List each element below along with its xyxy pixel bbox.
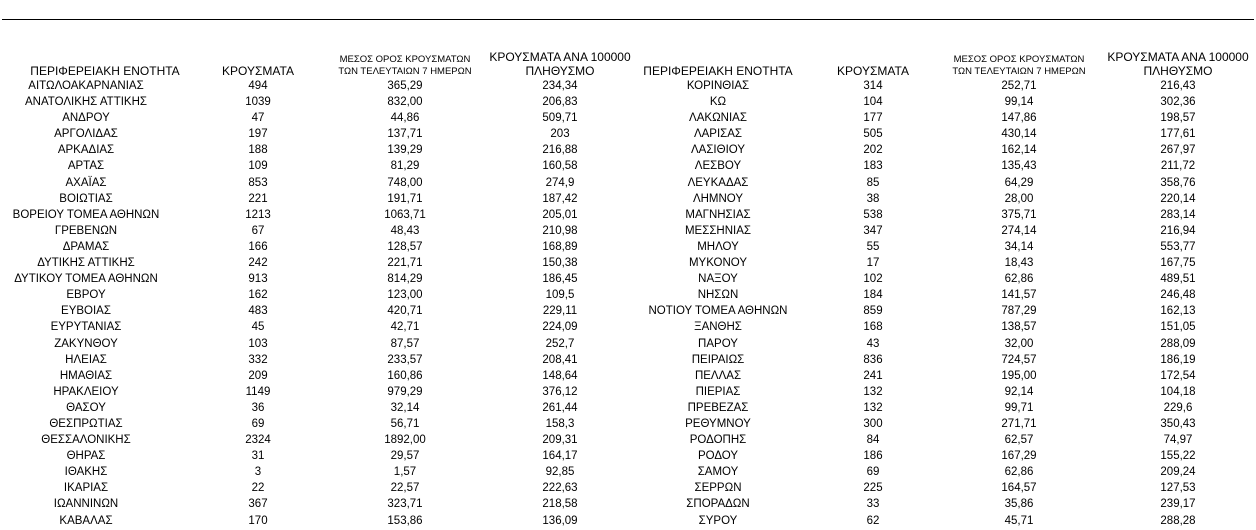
cases-cell: 17 xyxy=(866,257,880,270)
avg7-cell: 252,71 xyxy=(1001,80,1037,92)
rate-cell: 167,75 xyxy=(1160,257,1196,270)
cases-cell: 1149 xyxy=(245,385,271,398)
avg7-cell: 34,14 xyxy=(1004,240,1034,253)
cases-cell: 242 xyxy=(248,257,268,270)
avg7-cell: 18,43 xyxy=(1004,257,1034,270)
avg7-cell: 147,86 xyxy=(1001,112,1037,125)
region-cell: ΣΠΟΡΑΔΩΝ xyxy=(686,498,750,511)
avg7-cell: 62,57 xyxy=(1004,434,1034,447)
region-cell: ΘΗΡΑΣ xyxy=(66,450,106,463)
rate-cell: 274,9 xyxy=(545,176,575,189)
region-cell: ΛΑΚΩΝΙΑΣ xyxy=(689,112,747,125)
rate-cell: 220,14 xyxy=(1160,192,1196,205)
avg7-cell: 56,71 xyxy=(390,417,420,430)
cases-cell: 332 xyxy=(248,353,268,366)
avg7-cell: 221,71 xyxy=(387,257,423,270)
avg7-cell: 748,00 xyxy=(387,176,423,189)
rate-cell: 209,31 xyxy=(542,434,578,447)
rate-cell: 198,57 xyxy=(1160,112,1196,125)
avg7-cell: 123,00 xyxy=(387,289,423,302)
rate-cell: 261,44 xyxy=(542,401,578,414)
avg7-cell: 87,57 xyxy=(390,337,420,350)
region-cell: ΗΜΑΘΙΑΣ xyxy=(59,369,113,382)
avg7-cell: 787,29 xyxy=(1001,305,1037,318)
rate-cell: 211,72 xyxy=(1160,160,1196,173)
cases-cell: 836 xyxy=(863,353,883,366)
rate-cell: 148,64 xyxy=(542,369,578,382)
rate-cell: 229,11 xyxy=(542,305,578,318)
avg7-cell: 167,29 xyxy=(1001,450,1037,463)
avg7-cell: 28,00 xyxy=(1004,192,1034,205)
avg7-header-line2: ΤΩΝ ΤΕΛΕΥΤΑΙΩΝ 7 ΗΜΕΡΩΝ xyxy=(338,66,472,77)
region-cell: ΙΩΑΝΝΙΝΩΝ xyxy=(53,498,119,511)
avg7-cell: 191,71 xyxy=(387,192,423,205)
cases-cell: 22 xyxy=(251,482,265,495)
cases-cell: 69 xyxy=(251,417,265,430)
region-cell: ΝΑΞΟΥ xyxy=(698,273,738,286)
cases-cell: 202 xyxy=(863,144,883,157)
avg7-cell: 1892,00 xyxy=(384,434,426,447)
cases-cell: 3 xyxy=(254,466,262,479)
cases-cell: 55 xyxy=(866,240,880,253)
avg7-cell: 832,00 xyxy=(387,96,423,109)
rate-cell: 104,18 xyxy=(1160,385,1196,398)
avg7-cell: 139,29 xyxy=(387,144,423,157)
region-cell: ΙΘΑΚΗΣ xyxy=(64,466,108,479)
top-rule xyxy=(2,19,1254,20)
avg7-header xyxy=(939,54,1099,78)
cases-cell: 221 xyxy=(248,192,268,205)
avg7-cell: 233,57 xyxy=(387,353,423,366)
cases-cell: 168 xyxy=(863,321,883,334)
cases-cell: 33 xyxy=(866,498,880,511)
avg7-cell: 1,57 xyxy=(393,466,417,479)
rate-cell: 164,17 xyxy=(542,450,578,463)
cases-cell: 2324 xyxy=(245,434,271,447)
region-cell: ΜΗΛΟΥ xyxy=(697,240,739,253)
cases-cell: 913 xyxy=(248,273,268,286)
region-cell: ΙΚΑΡΙΑΣ xyxy=(63,482,109,495)
avg7-cell: 164,57 xyxy=(1001,482,1037,495)
cases-cell: 314 xyxy=(863,80,883,92)
cases-cell: 209 xyxy=(248,369,268,382)
avg7-cell: 323,71 xyxy=(387,498,423,511)
avg7-cell: 64,29 xyxy=(1004,176,1034,189)
region-cell: ΛΑΡΙΣΑΣ xyxy=(693,128,743,141)
region-cell: ΑΡΤΑΣ xyxy=(67,160,105,173)
avg7-cell: 99,71 xyxy=(1004,401,1034,414)
avg7-cell: 814,29 xyxy=(387,273,423,286)
rate-cell: 216,43 xyxy=(1160,80,1196,92)
region-cell: ΕΥΒΟΙΑΣ xyxy=(61,305,111,318)
cases-cell: 36 xyxy=(251,401,265,414)
cases-cell: 1039 xyxy=(245,96,271,109)
region-cell: ΘΕΣΠΡΩΤΙΑΣ xyxy=(49,417,123,430)
avg7-cell: 81,29 xyxy=(390,160,420,173)
avg7-cell: 365,29 xyxy=(387,80,423,92)
cases-cell: 102 xyxy=(863,273,883,286)
region-cell: ΠΙΕΡΙΑΣ xyxy=(695,385,741,398)
rate-cell: 136,09 xyxy=(542,514,578,527)
avg7-cell: 45,71 xyxy=(1004,514,1034,527)
rate-cell: 288,28 xyxy=(1160,514,1196,527)
region-cell: ΗΛΕΙΑΣ xyxy=(65,353,107,366)
cases-cell: 859 xyxy=(863,305,883,318)
cases-cell: 132 xyxy=(863,385,883,398)
avg7-header-line1: ΜΕΣΟΣ ΟΡΟΣ ΚΡΟΥΣΜΑΤΩΝ xyxy=(953,54,1085,65)
avg7-cell: 137,71 xyxy=(387,128,423,141)
region-cell: ΝΗΣΩΝ xyxy=(697,289,739,302)
cases-cell: 170 xyxy=(248,514,268,527)
rate-cell: 234,34 xyxy=(542,80,578,92)
avg7-header xyxy=(325,54,485,78)
region-cell: ΡΟΔΟΠΗΣ xyxy=(689,434,747,447)
region-cell: ΣΑΜΟΥ xyxy=(697,466,739,479)
region-cell: ΣΕΡΡΩΝ xyxy=(694,482,742,495)
avg7-cell: 162,14 xyxy=(1001,144,1037,157)
region-cell: ΑΝΔΡΟΥ xyxy=(62,112,110,125)
cases-cell: 505 xyxy=(863,128,883,141)
region-cell: ΑΡΚΑΔΙΑΣ xyxy=(57,144,115,157)
cases-cell: 162 xyxy=(248,289,268,302)
rate-cell: 216,94 xyxy=(1160,224,1196,237)
cases-cell: 183 xyxy=(863,160,883,173)
rate-cell: 239,17 xyxy=(1160,498,1196,511)
region-cell: ΑΧΑΪΑΣ xyxy=(65,176,107,189)
rate-cell: 283,14 xyxy=(1160,208,1196,221)
region-cell: ΔΥΤΙΚΟΥ ΤΟΜΕΑ ΑΘΗΝΩΝ xyxy=(14,273,158,286)
rate-header xyxy=(480,50,640,78)
cases-cell: 241 xyxy=(863,369,883,382)
rate-cell: 216,88 xyxy=(542,144,578,157)
cases-cell: 367 xyxy=(248,498,268,511)
region-cell: ΕΒΡΟΥ xyxy=(66,289,106,302)
cases-cell: 225 xyxy=(863,482,883,495)
rate-cell: 252,7 xyxy=(545,337,575,350)
cases-cell: 483 xyxy=(248,305,268,318)
region-cell: ΒΟΙΩΤΙΑΣ xyxy=(59,192,113,205)
rate-cell: 158,3 xyxy=(545,417,575,430)
avg7-cell: 135,43 xyxy=(1001,160,1037,173)
region-cell: ΚΑΒΑΛΑΣ xyxy=(59,514,113,527)
rate-cell: 208,41 xyxy=(542,353,578,366)
rate-cell: 160,58 xyxy=(542,160,578,173)
cases-cell: 104 xyxy=(863,96,883,109)
avg7-cell: 62,86 xyxy=(1004,466,1034,479)
region-cell: ΒΟΡΕΙΟΥ ΤΟΜΕΑ ΑΘΗΝΩΝ xyxy=(12,208,160,221)
rate-cell: 172,54 xyxy=(1160,369,1196,382)
rate-cell: 509,71 xyxy=(542,112,578,125)
region-cell: ΘΑΣΟΥ xyxy=(66,401,106,414)
cases-cell: 538 xyxy=(863,208,883,221)
rate-cell: 376,12 xyxy=(542,385,578,398)
rate-cell: 209,24 xyxy=(1160,466,1196,479)
rate-cell: 205,01 xyxy=(542,208,578,221)
cases-cell: 188 xyxy=(248,144,268,157)
avg7-cell: 153,86 xyxy=(387,514,423,527)
cases-cell: 300 xyxy=(863,417,883,430)
avg7-cell: 1063,71 xyxy=(384,208,426,221)
avg7-cell: 138,57 xyxy=(1001,321,1037,334)
region-cell: ΝΟΤΙΟΥ ΤΟΜΕΑ ΑΘΗΝΩΝ xyxy=(648,305,788,318)
avg7-cell: 420,71 xyxy=(387,305,423,318)
rate-cell: 127,53 xyxy=(1160,482,1196,495)
cases-cell: 494 xyxy=(248,80,268,92)
avg7-cell: 979,29 xyxy=(387,385,423,398)
avg7-cell: 375,71 xyxy=(1001,208,1037,221)
region-cell: ΔΡΑΜΑΣ xyxy=(62,240,110,253)
cases-cell: 1213 xyxy=(245,208,271,221)
region-cell: ΡΕΘΥΜΝΟΥ xyxy=(685,417,751,430)
avg7-cell: 29,57 xyxy=(390,450,420,463)
rate-cell: 553,77 xyxy=(1160,240,1196,253)
avg7-cell: 271,71 xyxy=(1001,417,1037,430)
avg7-cell: 724,57 xyxy=(1001,353,1037,366)
cases-cell: 186 xyxy=(863,450,883,463)
region-cell: ΑΝΑΤΟΛΙΚΗΣ ΑΤΤΙΚΗΣ xyxy=(24,96,147,109)
region-cell: ΞΑΝΘΗΣ xyxy=(694,321,742,334)
rate-header-line1: ΚΡΟΥΣΜΑΤΑ ΑΝΑ 100000 xyxy=(489,50,631,64)
avg7-cell: 32,00 xyxy=(1004,337,1034,350)
cases-header: ΚΡΟΥΣΜΑΤΑ xyxy=(837,64,909,78)
rate-cell: 74,97 xyxy=(1163,434,1193,447)
rate-cell: 246,48 xyxy=(1160,289,1196,302)
region-cell: ΣΥΡΟΥ xyxy=(698,514,738,527)
cases-cell: 166 xyxy=(248,240,268,253)
rate-cell: 203 xyxy=(550,128,570,141)
rate-cell: 151,05 xyxy=(1160,321,1196,334)
region-cell: ΓΡΕΒΕΝΩΝ xyxy=(54,224,118,237)
rate-header-line2: ΠΛΗΘΥΣΜΟ xyxy=(1143,64,1213,78)
avg7-cell: 35,86 xyxy=(1004,498,1034,511)
rate-cell: 358,76 xyxy=(1160,176,1196,189)
rate-cell: 302,36 xyxy=(1160,96,1196,109)
rate-header-line1: ΚΡΟΥΣΜΑΤΑ ΑΝΑ 100000 xyxy=(1107,50,1249,64)
cases-header: ΚΡΟΥΣΜΑΤΑ xyxy=(222,64,294,78)
rate-cell: 206,83 xyxy=(542,96,578,109)
region-cell: ΡΟΔΟΥ xyxy=(697,450,739,463)
cases-cell: 85 xyxy=(866,176,880,189)
avg7-cell: 44,86 xyxy=(390,112,420,125)
avg7-header-line2: ΤΩΝ ΤΕΛΕΥΤΑΙΩΝ 7 ΗΜΕΡΩΝ xyxy=(952,66,1086,77)
region-cell: ΠΑΡΟΥ xyxy=(698,337,738,350)
region-cell: ΕΥΡΥΤΑΝΙΑΣ xyxy=(50,321,122,334)
cases-cell: 184 xyxy=(863,289,883,302)
region-cell: ΛΗΜΝΟΥ xyxy=(692,192,744,205)
rate-cell: 187,42 xyxy=(542,192,578,205)
rate-cell: 218,58 xyxy=(542,498,578,511)
avg7-cell: 430,14 xyxy=(1001,128,1037,141)
rate-cell: 186,19 xyxy=(1160,353,1196,366)
cases-cell: 177 xyxy=(863,112,883,125)
avg7-cell: 62,86 xyxy=(1004,273,1034,286)
region-cell: ΚΩ xyxy=(709,96,727,109)
region-cell: ΗΡΑΚΛΕΙΟΥ xyxy=(53,385,119,398)
region-cell: ΛΕΥΚΑΔΑΣ xyxy=(687,176,749,189)
cases-cell: 69 xyxy=(866,466,880,479)
cases-cell: 31 xyxy=(251,450,265,463)
rate-cell: 109,5 xyxy=(545,289,575,302)
cases-cell: 67 xyxy=(251,224,265,237)
region-cell: ΠΕΛΛΑΣ xyxy=(694,369,742,382)
cases-cell: 62 xyxy=(866,514,880,527)
region-header: ΠΕΡΙΦΕΡΕΙΑΚΗ ΕΝΟΤΗΤΑ xyxy=(30,64,180,78)
cases-cell: 38 xyxy=(866,192,880,205)
region-cell: ΜΕΣΣΗΝΙΑΣ xyxy=(684,224,752,237)
region-cell: ΜΑΓΝΗΣΙΑΣ xyxy=(685,208,751,221)
avg7-cell: 22,57 xyxy=(390,482,420,495)
rate-cell: 222,63 xyxy=(542,482,578,495)
rate-cell: 186,45 xyxy=(542,273,578,286)
avg7-cell: 48,43 xyxy=(390,224,420,237)
region-cell: ΑΡΓΟΛΙΔΑΣ xyxy=(54,128,118,141)
rate-cell: 288,09 xyxy=(1160,337,1196,350)
avg7-header-line1: ΜΕΣΟΣ ΟΡΟΣ ΚΡΟΥΣΜΑΤΩΝ xyxy=(339,54,471,65)
cases-cell: 197 xyxy=(248,128,268,141)
avg7-cell: 160,86 xyxy=(387,369,423,382)
rate-cell: 224,09 xyxy=(542,321,578,334)
avg7-cell: 92,14 xyxy=(1004,385,1034,398)
avg7-cell: 274,14 xyxy=(1001,224,1037,237)
rate-cell: 155,22 xyxy=(1160,450,1196,463)
rate-cell: 350,43 xyxy=(1160,417,1196,430)
region-cell: ΛΕΣΒΟΥ xyxy=(694,160,742,173)
region-cell: ΔΥΤΙΚΗΣ ΑΤΤΙΚΗΣ xyxy=(37,257,135,270)
rate-cell: 489,51 xyxy=(1160,273,1196,286)
rate-cell: 162,13 xyxy=(1160,305,1196,318)
region-cell: ΠΡΕΒΕΖΑΣ xyxy=(687,401,749,414)
rate-header-line2: ΠΛΗΘΥΣΜΟ xyxy=(525,64,595,78)
cases-cell: 103 xyxy=(248,337,268,350)
avg7-cell: 42,71 xyxy=(390,321,420,334)
cases-cell: 347 xyxy=(863,224,883,237)
avg7-cell: 195,00 xyxy=(1001,369,1037,382)
cases-cell: 45 xyxy=(251,321,265,334)
region-cell: ΑΙΤΩΛΟΑΚΑΡΝΑΝΙΑΣ xyxy=(28,80,144,92)
region-cell: ΖΑΚΥΝΘΟΥ xyxy=(54,337,118,350)
avg7-cell: 141,57 xyxy=(1001,289,1037,302)
rate-cell: 267,97 xyxy=(1160,144,1196,157)
avg7-cell: 99,14 xyxy=(1004,96,1034,109)
region-header: ΠΕΡΙΦΕΡΕΙΑΚΗ ΕΝΟΤΗΤΑ xyxy=(643,64,793,78)
region-cell: ΜΥΚΟΝΟΥ xyxy=(688,257,748,270)
region-cell: ΛΑΣΙΘΙΟΥ xyxy=(690,144,746,157)
rate-cell: 229,6 xyxy=(1163,401,1193,414)
region-cell: ΘΕΣΣΑΛΟΝΙΚΗΣ xyxy=(41,434,131,447)
rate-cell: 150,38 xyxy=(542,257,578,270)
avg7-cell: 32,14 xyxy=(390,401,420,414)
cases-cell: 84 xyxy=(866,434,880,447)
cases-cell: 47 xyxy=(251,112,265,125)
cases-cell: 132 xyxy=(863,401,883,414)
rate-cell: 168,89 xyxy=(542,240,578,253)
rate-cell: 92,85 xyxy=(545,466,575,479)
rate-cell: 210,98 xyxy=(542,224,578,237)
region-cell: ΠΕΙΡΑΙΩΣ xyxy=(691,353,745,366)
avg7-cell: 128,57 xyxy=(387,240,423,253)
cases-cell: 109 xyxy=(248,160,268,173)
cases-cell: 43 xyxy=(866,337,880,350)
rate-cell: 177,61 xyxy=(1160,128,1196,141)
region-cell: ΚΟΡΙΝΘΙΑΣ xyxy=(686,80,750,92)
rate-header xyxy=(1095,50,1256,78)
cases-cell: 853 xyxy=(248,176,268,189)
